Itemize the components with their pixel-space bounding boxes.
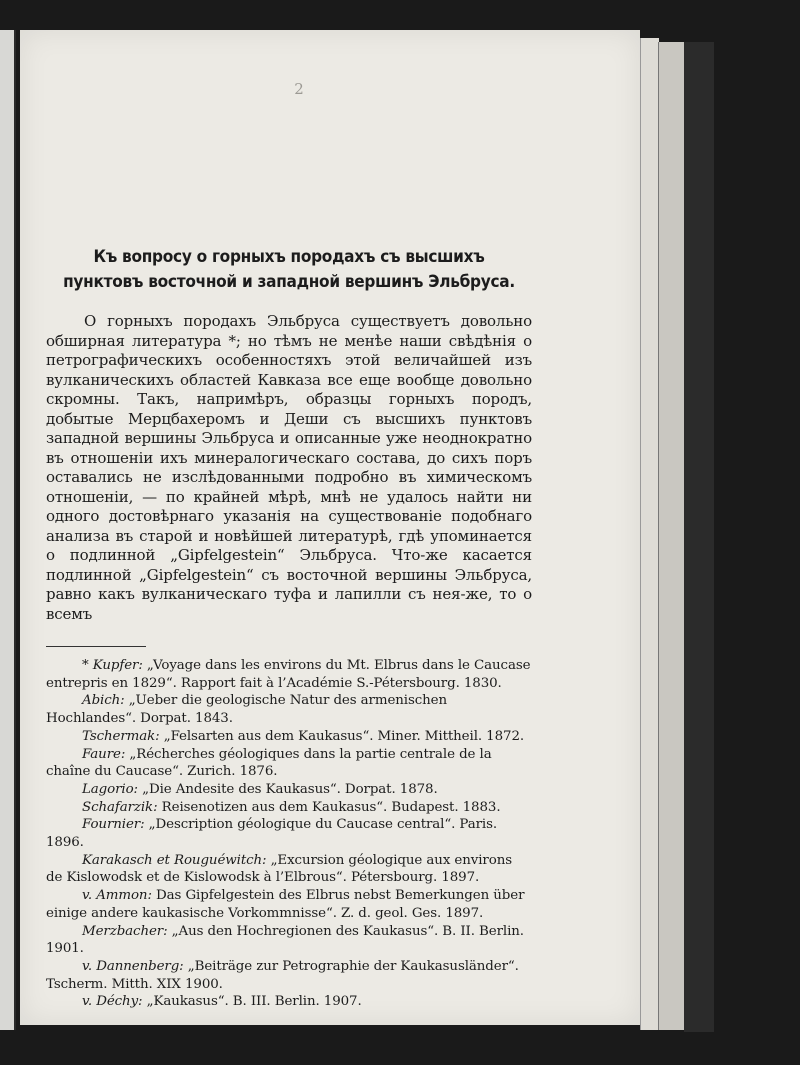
page-content <box>46 80 532 1011</box>
footnote-text: „Voyage dans les environs du Mt. Elbrus dans le Caucase entrepris en 1829“. Rapport fait à l’Académie S.-Pétersbourg. 1830. <box>46 658 531 691</box>
footnote-text: „Beiträge zur Petrographie der Kaukasusländer“. Tscherm. Mitth. XIX 1900. <box>46 958 519 992</box>
footnote <box>46 781 532 799</box>
footnote-author: v. Déchy: <box>82 994 143 1010</box>
book-spine <box>684 42 714 1032</box>
footnote-author: * Kupfer: <box>82 658 143 673</box>
footnote <box>46 887 532 922</box>
footnotes <box>46 657 532 1011</box>
footnote <box>46 657 532 692</box>
footnote-text: „Aus den Hochregionen des Kaukasus“. B. II. Berlin. 1901. <box>46 923 524 957</box>
footnote <box>46 816 532 851</box>
footnote-author: Karakasch et Rouguéwitch: <box>82 852 267 868</box>
footnote <box>46 692 532 727</box>
footnote-author: Schafarzik: <box>82 799 158 815</box>
footnote-author: Tschermak: <box>82 728 160 744</box>
footnote-text: „Die Andesite des Kaukasus“. Dorpat. 1878. <box>137 781 438 797</box>
footnote <box>46 923 532 958</box>
footnote <box>46 728 532 746</box>
page-number: 2 <box>294 80 304 98</box>
footnote-text: „Excursion géologique aux environs de Kislowodsk et de Kislowodsk à l’Elbrous“. Pétersbourg. 1897. <box>46 852 512 886</box>
footnote-text: „Felsarten aus dem Kaukasus“. Miner. Mittheil. 1872. <box>159 728 525 744</box>
footnote-author: Faure: <box>82 746 126 762</box>
footnote-divider <box>46 646 146 647</box>
footnote-author: v. Ammon: <box>82 888 152 904</box>
page-stack-edge <box>640 38 659 1030</box>
footnote-author: v. Dannenberg: <box>82 958 184 974</box>
footnote-text: Das Gipfelgestein des Elbrus nebst Bemerkungen über einige andere kaukasische Vorkommnisse“. Z. d. geol. Ges. 1897. <box>46 888 525 921</box>
footnote <box>46 993 532 1011</box>
footnote <box>46 852 532 887</box>
page-stack-edge-outer <box>658 42 685 1030</box>
footnote-author: Fournier: <box>82 817 145 833</box>
footnote <box>46 799 532 817</box>
footnote-text: „Description géologique du Caucase central“. Paris. 1896. <box>46 817 498 851</box>
footnote-author: Merzbacher: <box>82 923 168 939</box>
footnote <box>46 746 532 781</box>
footnote-text: „Ueber die geologische Natur des armenischen Hochlandes“. Dorpat. 1843. <box>46 693 448 727</box>
previous-page-edge <box>0 30 16 1030</box>
body-paragraph: О горныхъ породахъ Эльбруса существуетъ довольно обширная литература *; но тѣмъ не менѣе наши свѣдѣнія о петрографическихъ особенностяхъ этой величайшей изъ вулканическихъ областей Кавказа все еще вообще довольно скромны. Такъ, напримѣръ, образцы горныхъ породъ, добытые Мерцбахеромъ и Деши съ высшихъ пунктовъ западной вершины Эльбруса и описанные уже неоднократно въ отношеніи ихъ минералогическаго состава, до сихъ поръ оставались не изслѣдованными подробно въ химическомъ отношеніи, — по крайней мѣрѣ, мнѣ не удалось найти ни одного достовѣрнаго указанія на существованіе подобнаго анализа въ старой и новѣйшей литературѣ, гдѣ упоминается о подлинной „Gipfelgestein“ Эльбруса. Что-же касается подлинной „Gipfelgestein“ съ восточной вершины Эльбруса, равно какъ вулканическаго туфа и лапилли съ нея-же, то о всемъ <box>46 312 532 623</box>
footnote <box>46 958 532 993</box>
footnote-author: Abich: <box>82 693 125 709</box>
footnote-text: Reisenotizen aus dem Kaukasus“. Budapest. 1883. <box>157 799 501 815</box>
footnote-text: „Récherches géologiques dans la partie centrale de la chaîne du Caucase“. Zurich. 1876. <box>46 746 492 780</box>
footnote-author: Lagorio: <box>82 781 138 797</box>
article-title: Къ вопросу о горныхъ породахъ съ высшихъ пунктовъ восточной и западной вершинъ Эльбруса. <box>63 247 515 291</box>
footnote-text: „Kaukasus“. B. III. Berlin. 1907. <box>142 994 362 1010</box>
